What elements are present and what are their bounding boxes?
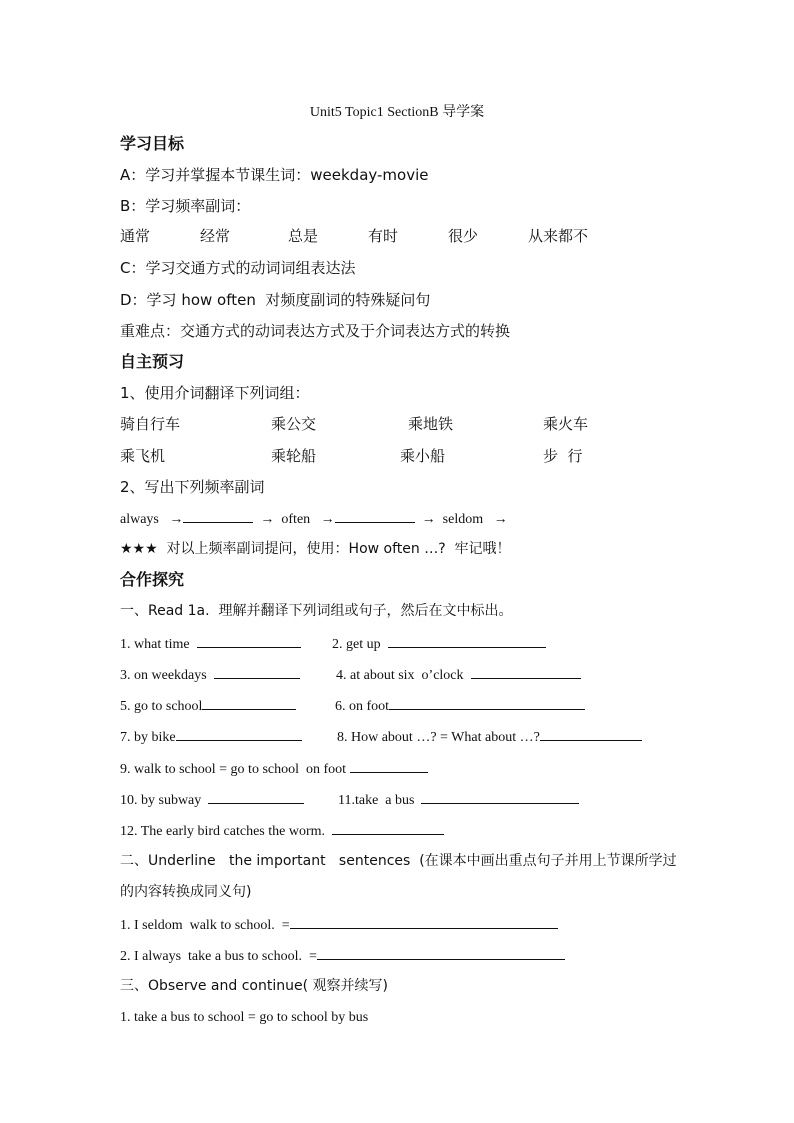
transport-plane: 乘飞机: [120, 447, 166, 465]
chain-seldom: seldom: [442, 512, 484, 527]
blank-field[interactable]: [176, 726, 302, 741]
sentence-text: 1. I seldom walk to school. =: [120, 918, 290, 933]
key-points: 重难点：交通方式的动词表达方式及于介词表达方式的转换: [120, 322, 511, 340]
phrase-item-2: [332, 633, 546, 655]
blank-field[interactable]: [202, 695, 296, 710]
part-1-instruction: 一、Read 1a. 理解并翻译下列词组或句子，然后在文中标出。: [120, 603, 513, 619]
transport-ship: 乘轮船: [271, 447, 317, 465]
part-3-instruction: 三、Observe and continue( 观察并续写): [120, 978, 388, 994]
goal-c: C：学习交通方式的动词词组表达法: [120, 259, 356, 277]
part-2-instruction-line-2: 的内容转换成同义句): [120, 884, 252, 900]
freq-word-often: 经常: [200, 227, 231, 245]
arrow-icon: →: [169, 512, 184, 527]
sentence-2: [120, 945, 565, 967]
phrase-item-6: [335, 695, 585, 717]
phrase-text: 2. get up: [332, 637, 381, 652]
phrase-item-1: [120, 633, 301, 655]
arrow-icon: →: [493, 512, 508, 527]
phrase-item-9: [120, 758, 428, 780]
arrow-icon: →: [421, 512, 436, 527]
phrase-text: 8. How about …? = What about …?: [337, 730, 540, 745]
blank-field[interactable]: [197, 633, 301, 648]
heading-cooperation: 合作探究: [120, 570, 185, 589]
blank-field[interactable]: [214, 664, 300, 679]
freq-word-usually: 通常: [120, 227, 151, 245]
blank-field[interactable]: [350, 758, 428, 773]
stars-note: ★★★ 对以上频率副词提问，使用：How often …? 牢记哦！: [120, 541, 511, 557]
transport-train: 乘火车: [543, 415, 589, 433]
freq-word-sometimes: 有时: [368, 227, 399, 245]
freq-word-always: 总是: [288, 227, 319, 245]
phrase-item-12: [120, 820, 444, 842]
freq-word-seldom: 很少: [448, 227, 479, 245]
blank-field[interactable]: [335, 508, 415, 523]
phrase-text: 1. what time: [120, 637, 190, 652]
phrase-text: 7. by bike: [120, 730, 176, 745]
phrase-item-5: [120, 695, 296, 717]
phrase-item-3: [120, 664, 300, 686]
blank-field[interactable]: [388, 633, 546, 648]
heading-learning-goals: 学习目标: [120, 134, 185, 153]
frequency-chain: [120, 508, 508, 530]
part-2-instruction-line-1: 二、Underline the important sentences (在课本中画出重点句子并用上节课所学过: [120, 853, 677, 869]
phrase-item-8: [337, 726, 642, 748]
transport-boat: 乘小船: [400, 447, 446, 465]
phrase-text: 3. on weekdays: [120, 668, 207, 683]
blank-field[interactable]: [540, 726, 642, 741]
transport-bike: 骑自行车: [120, 415, 181, 433]
page-title: Unit5 Topic1 SectionB 导学案: [309, 105, 485, 120]
arrow-icon: →: [320, 512, 335, 527]
phrase-item-4: [336, 664, 581, 686]
phrase-text: 12. The early bird catches the worm.: [120, 824, 326, 839]
blank-field[interactable]: [389, 695, 585, 710]
arrow-icon: →: [260, 512, 275, 527]
phrase-text: 4. at about six o’clock: [336, 668, 464, 683]
phrase-item-10: [120, 789, 304, 811]
sentence-text: 2. I always take a bus to school. =: [120, 949, 317, 964]
phrase-item-11: [338, 789, 579, 811]
goal-d: D：学习 how often 对频度副词的特殊疑问句: [120, 291, 431, 309]
goal-a: A：学习并掌握本节课生词：weekday-movie: [120, 166, 429, 184]
phrase-text: 9. walk to school = go to school on foot: [120, 762, 347, 777]
freq-word-never: 从来都不: [528, 227, 589, 245]
phrase-text: 6. on foot: [335, 699, 390, 714]
blank-field[interactable]: [332, 820, 444, 835]
transport-subway: 乘地铁: [408, 415, 454, 433]
phrase-item-7: [120, 726, 302, 748]
heading-self-preview: 自主预习: [120, 352, 185, 371]
phrase-text: 11.take a bus: [338, 793, 415, 808]
blank-field[interactable]: [471, 664, 581, 679]
sentence-1: [120, 914, 558, 936]
blank-field[interactable]: [290, 914, 558, 929]
goal-b: B：学习频率副词：: [120, 197, 251, 215]
question-2: 2、写出下列频率副词: [120, 478, 265, 496]
blank-field[interactable]: [208, 789, 304, 804]
question-1: 1、使用介词翻译下列词组：: [120, 384, 310, 402]
part-3-item-1: 1. take a bus to school = go to school by bus: [120, 1010, 369, 1025]
blank-field[interactable]: [317, 945, 565, 960]
transport-bus: 乘公交: [271, 415, 317, 433]
phrase-text: 10. by subway: [120, 793, 202, 808]
chain-often: often: [281, 512, 311, 527]
transport-walk: 步 行: [543, 447, 583, 465]
blank-field[interactable]: [421, 789, 579, 804]
blank-field[interactable]: [183, 508, 253, 523]
phrase-text: 5. go to school: [120, 699, 203, 714]
chain-always: always: [120, 512, 159, 527]
